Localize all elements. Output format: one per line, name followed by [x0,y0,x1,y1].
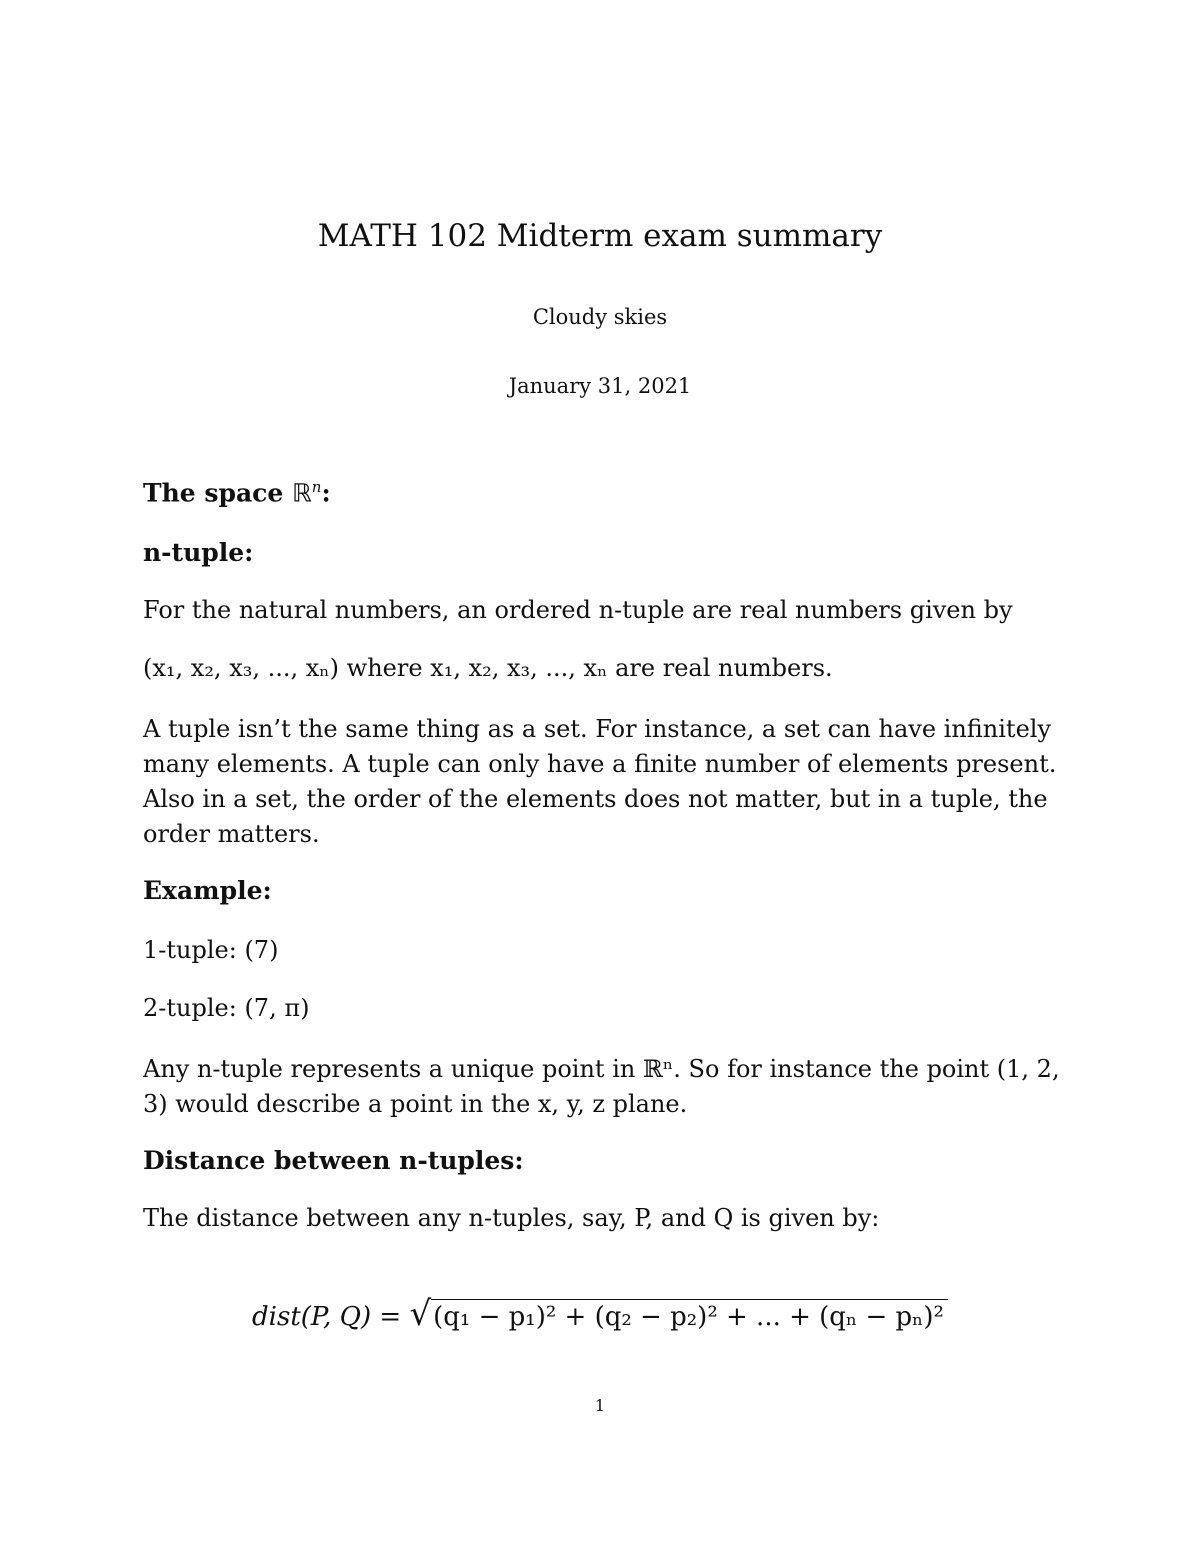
formula-lhs: dist(P, Q) = [252,1302,410,1332]
example-1-tuple: 1-tuple: (7) [143,936,279,964]
ntuple-definition-line2: (x₁, x₂, x₃, ..., xₙ) where x₁, x₂, x₃, ..., xₙ are real numbers. [143,654,833,682]
section-heading-example: Example: [143,876,272,905]
unique-point-paragraph: Any n-tuple represents a unique point in ℝⁿ. So for instance the point (1, 2, 3) would describe a point in the x, y, z plane. [143,1055,1060,1118]
section-heading-space-colon: : [321,478,331,508]
section-heading-space-text: The space [143,478,292,508]
document-author: Cloudy skies [532,305,668,329]
distance-formula [0,1294,1200,1334]
section-heading-ntuple: n-tuple: [143,538,254,567]
real-numbers-symbol: ℝ [291,478,312,508]
section-heading-distance: Distance between n-tuples: [143,1146,524,1175]
distance-intro: The distance between any n-tuples, say, P, and Q is given by: [143,1204,880,1232]
example-2-tuple: 2-tuple: (7, π) [143,994,310,1022]
ntuple-definition-line1: For the natural numbers, an ordered n-tuple are real numbers given by [143,596,1013,624]
document-date: January 31, 2021 [508,374,692,398]
page-number: 1 [594,1396,606,1415]
square-root-sign: √ [409,1294,432,1334]
tuple-vs-set-paragraph: A tuple isn’t the same thing as a set. For instance, a set can have infinitely many elements. A tuple can only have a finite number of elements present. Also in a set, the order of the elements does not matter, but in a tuple, the order matters. [143,715,1057,848]
formula-radicand: (q₁ − p₁)² + (q₂ − p₂)² + ... + (qₙ − pₙ)² [431,1299,948,1332]
document-title: MATH 102 Midterm exam summary [317,218,883,254]
space-exponent: n [311,478,322,496]
section-heading-space [143,478,331,507]
